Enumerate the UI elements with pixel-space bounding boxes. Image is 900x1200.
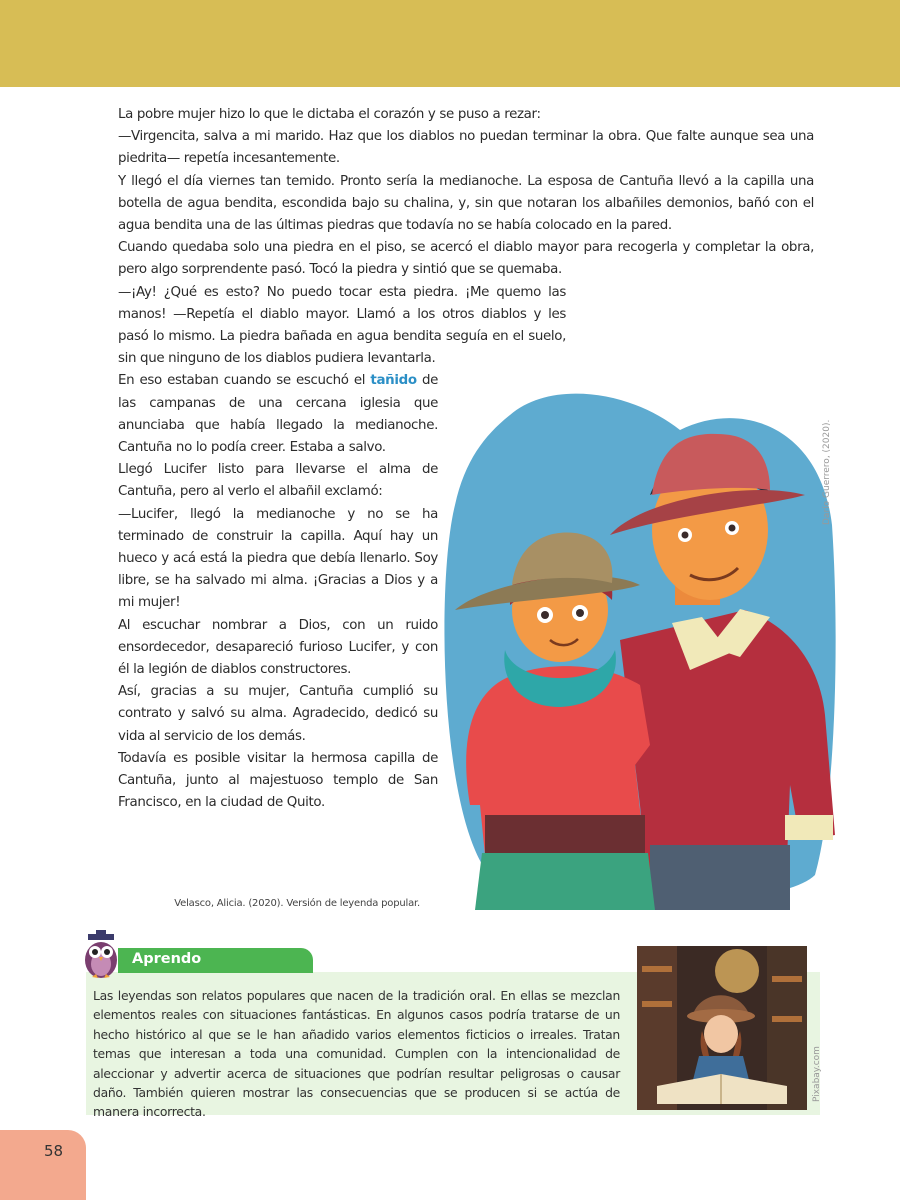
girl-reading-photo xyxy=(637,946,807,1110)
story-paragraph: Cuando quedaba solo una piedra en el piso, se acercó el diablo mayor para recogerla y completar la obra, pero algo sorprendente pasó. Tocó la piedra y sintió que se quemaba. xyxy=(118,240,814,278)
aprendo-text: Las leyendas son relatos populares que nacen de la tradición oral. En ellas se mezclan elementos reales con situaciones fantásticas. En algunos casos podría tratarse de un hecho histórico al que se le han añadido varios elementos ficticios o irreales. Tratan temas que interesan a toda una comunidad. Cumplen con la intencionalidad de aleccionar y advertir acerca de situaciones que podrían resultar peligrosas o causar daño. También quieren mostrar las consecuencias que se producen si se actúa de manera incorrecta. xyxy=(93,988,620,1120)
story-paragraph: —¡Ay! ¿Qué es esto? No puedo tocar esta piedra. ¡Me quemo las manos! —Repetía el diablo mayor. Llamó a los otros diablos y les pasó lo mismo. La piedra bañada en agua bendita seguía en el suelo, sin que ninguno de los diablos pudiera levantarla. xyxy=(118,284,566,367)
page-number: 58 xyxy=(44,1142,64,1160)
story-source: Velasco, Alicia. (2020). Versión de leyenda popular. xyxy=(174,898,420,909)
story-paragraph: Todavía es posible visitar la hermosa capilla de Cantuña, junto al majestuoso templo de San Francisco, en la ciudad de Quito. xyxy=(118,750,438,811)
glossary-term: tañido xyxy=(370,373,417,389)
story-paragraph: La pobre mujer hizo lo que le dictaba el corazón y se puso a rezar: xyxy=(118,107,541,122)
story-paragraph: —Lucifer, llegó la medianoche y no se ha terminado de construir la capilla. Aquí hay un hueco y acá está la piedra que debía llenarlo. Soy libre, se ha salvado mi alma. ¡Gracias a Dios y a mi mujer! xyxy=(118,506,438,611)
illustration-credit: Darío Guerrero, (2020). xyxy=(822,419,832,525)
owl-icon xyxy=(76,930,126,980)
story-paragraph: Llegó Lucifer listo para llevarse el alma de Cantuña, pero al verlo el albañil exclamó: xyxy=(118,462,438,500)
couple-illustration xyxy=(440,385,840,910)
story-paragraph: En eso estaban cuando se escuchó el tañido de las campanas de una cercana iglesia que anunciaba que había llegado la medianoche. Cantuña no lo podía creer. Estaba a salvo. xyxy=(118,373,438,456)
photo-credit: Pixabay.com xyxy=(812,1046,822,1102)
story-paragraph: Así, gracias a su mujer, Cantuña cumplió su contrato y salvó su alma. Agradecido, dedicó su vida al servicio de los demás. xyxy=(118,684,438,744)
story-paragraph: Al escuchar nombrar a Dios, con un ruido ensordecedor, desapareció furioso Lucifer, y con él la legión de diablos constructores. xyxy=(118,617,438,678)
top-color-band xyxy=(0,0,900,87)
story-paragraph: Y llegó el día viernes tan temido. Pronto sería la medianoche. La esposa de Cantuña llevó a la capilla una botella de agua bendita, escondida bajo su chalina, y, sin que notaran los albañiles demonios, bañó con el agua bendita una de las últimas piedras que todavía no se había colocado en la pared. xyxy=(118,173,814,234)
page-number-tab xyxy=(0,1130,86,1200)
aprendo-label: Aprendo xyxy=(132,951,202,967)
story-paragraph: —Virgencita, salva a mi marido. Haz que los diablos no puedan terminar la obra. Que falte aunque sea una piedrita— repetía incesantemente. xyxy=(118,129,814,167)
